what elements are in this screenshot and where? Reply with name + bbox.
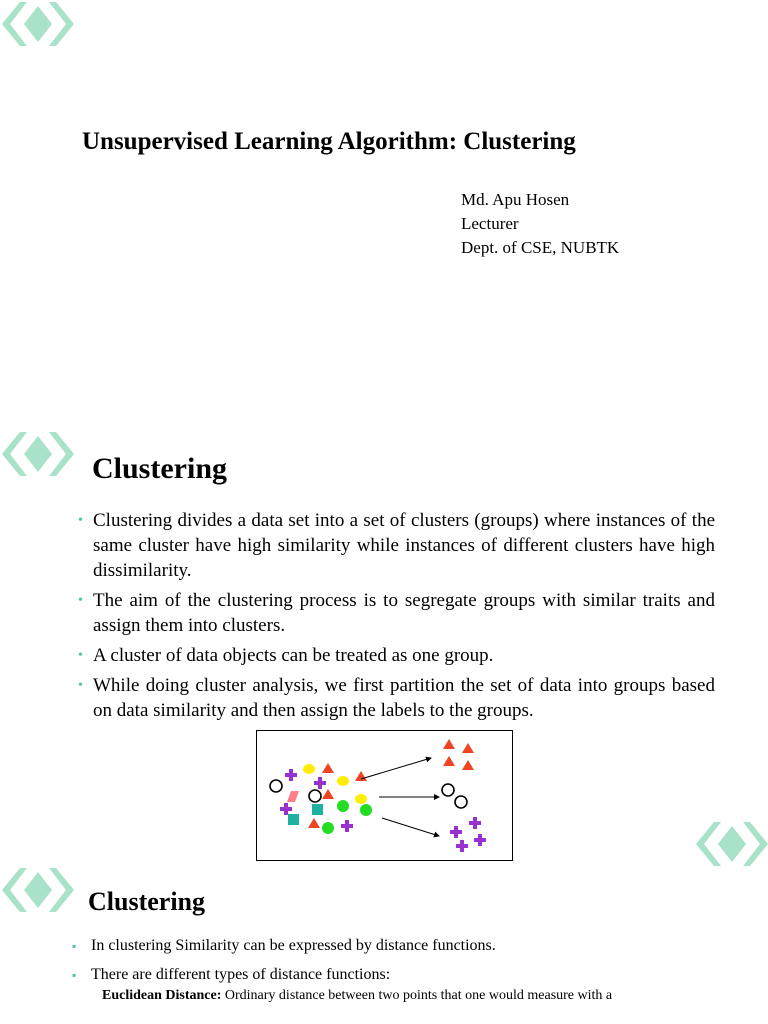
slide-distance-functions — [0, 868, 768, 1024]
list-item: ▪ In clustering Similarity can be expressed by distance functions. — [91, 934, 731, 958]
chevron-diamond-icon — [0, 432, 76, 476]
bullet-dot-icon: • — [78, 513, 83, 528]
bullet-list — [78, 508, 715, 728]
clustering-diagram — [257, 731, 512, 860]
chevron-diamond-icon — [0, 2, 76, 46]
slide-clustering-intro — [0, 388, 768, 868]
list-item: ▪ There are different types of distance functions: — [91, 963, 731, 987]
bullet-dot-icon: ▪ — [72, 968, 77, 982]
euclidean-label: Euclidean Distance: — [102, 988, 222, 1003]
presentation-title: Unsupervised Learning Algorithm: Clustering — [82, 128, 576, 155]
clustering-figure — [256, 730, 513, 861]
chevron-diamond-icon — [694, 822, 768, 866]
chevron-diamond-icon — [0, 868, 76, 912]
euclidean-definition — [102, 988, 612, 1004]
bullet-list — [72, 934, 731, 992]
slide-title: Clustering — [92, 452, 227, 485]
list-item: • A cluster of data objects can be treated as one group. — [78, 645, 494, 666]
author-role: Lecturer — [461, 214, 519, 233]
list-item: • Clustering divides a data set into a set of clusters (groups) where instances of the same cluster have high similarity while instances of different clusters have high dissimilarity. — [78, 510, 715, 581]
author-department: Dept. of CSE, NUBTK — [461, 238, 620, 257]
slide-title: Clustering — [88, 887, 205, 916]
bullet-dot-icon: ▪ — [72, 939, 77, 953]
bullet-dot-icon: • — [78, 593, 83, 608]
euclidean-text: Ordinary distance between two points that one would measure with a — [224, 988, 613, 1003]
author-block — [461, 188, 619, 260]
list-item: • While doing cluster analysis, we first partition the set of data into groups based on data similarity and then assign the labels to the groups. — [78, 675, 715, 721]
author-name: Md. Apu Hosen — [461, 190, 570, 209]
slide-title — [0, 0, 768, 384]
bullet-dot-icon: • — [78, 678, 83, 693]
bullet-dot-icon: • — [78, 648, 83, 663]
list-item: • The aim of the clustering process is to segregate groups with similar traits and assign them into clusters. — [78, 590, 715, 636]
